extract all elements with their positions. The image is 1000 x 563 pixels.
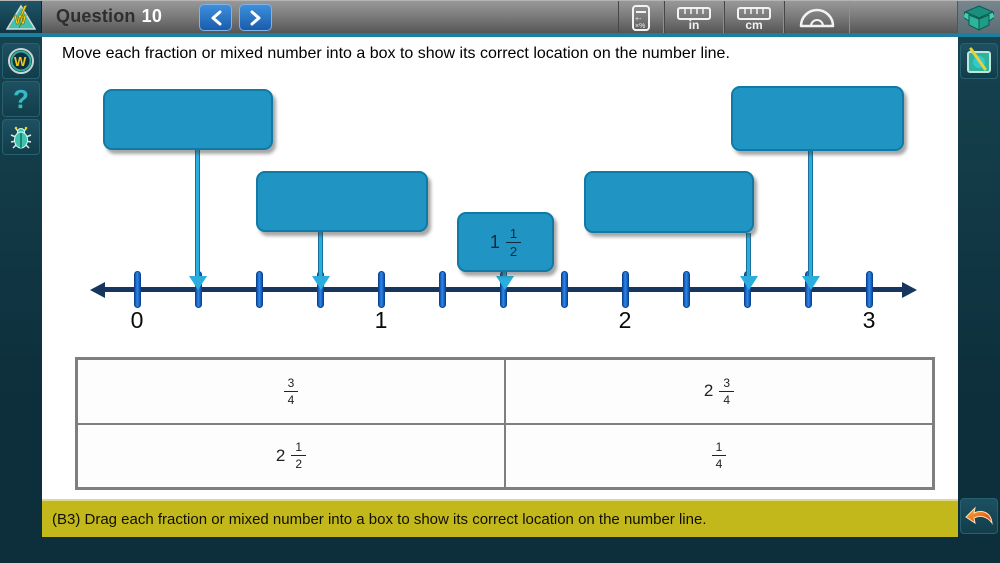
number-line-left-arrow <box>90 282 105 298</box>
previous-question-button[interactable] <box>199 4 232 31</box>
w-pyramid-logo-icon <box>6 4 36 32</box>
axis-label-0: 0 <box>130 307 144 333</box>
globe-home-button[interactable] <box>2 43 40 79</box>
chevron-right-icon <box>250 10 262 26</box>
fraction: $\frac{1}{2}$ <box>506 227 521 258</box>
tick-mark <box>378 271 385 308</box>
mixed-number-value: 1 $\frac{1}{2}$ <box>490 227 521 258</box>
fraction-tile-two-three-fourths[interactable] <box>505 359 933 424</box>
tools-toolbar <box>618 1 850 34</box>
pointer-arrow <box>312 276 330 290</box>
tick-mark <box>683 271 690 308</box>
svg-text:+-: +- <box>635 15 642 23</box>
calculator-button[interactable] <box>618 1 664 34</box>
next-question-button[interactable] <box>239 4 272 31</box>
axis-label-2: 2 <box>618 307 632 333</box>
pointer-stem <box>195 150 200 277</box>
question-canvas <box>42 37 958 499</box>
pointer-arrow <box>189 276 207 290</box>
fraction-value <box>712 441 727 470</box>
number-line-right-arrow <box>902 282 917 298</box>
chevron-left-icon <box>210 10 222 26</box>
drop-box-three-quarters[interactable] <box>256 171 428 232</box>
drop-box-two-three-quarters[interactable] <box>731 86 904 151</box>
axis-label-1: 1 <box>374 307 388 333</box>
left-sidebar <box>0 37 42 563</box>
fraction-value: 2 $\frac{3}{4}$ <box>704 377 734 406</box>
question-label: Question <box>56 6 136 26</box>
standard-banner <box>42 499 958 537</box>
fraction-tile-two-one-half[interactable] <box>77 424 505 489</box>
help-question-icon: ? <box>13 84 29 114</box>
bug-report-icon <box>7 123 35 151</box>
tick-mark <box>256 271 263 308</box>
toolbox-icon <box>964 5 994 31</box>
ruler-centimeters-button[interactable] <box>724 1 784 34</box>
svg-text:W: W <box>14 54 27 69</box>
right-sidebar <box>958 37 1000 563</box>
whiteboard-pencil-icon <box>965 47 993 75</box>
standard-text: (B3) Drag each fraction or mixed number into a box to show its correct location on the number line. <box>52 510 707 528</box>
undo-button[interactable] <box>960 498 998 534</box>
instruction-text: Move each fraction or mixed number into a box to show its correct location on the number line. <box>62 45 730 62</box>
fraction: $\frac{1}{2}$ <box>291 441 306 470</box>
fraction-tile-three-fourths[interactable] <box>77 359 505 424</box>
svg-text:×%: ×% <box>635 22 646 30</box>
drop-box-one-and-half-filled[interactable] <box>457 212 554 272</box>
pointer-stem <box>746 233 751 277</box>
fraction: $\frac{1}{4}$ <box>712 441 727 470</box>
app-logo-button[interactable] <box>0 1 42 34</box>
svg-text:W: W <box>13 11 26 27</box>
axis-label-3: 3 <box>862 307 876 333</box>
pointer-stem <box>808 151 813 277</box>
undo-arrow-icon <box>964 504 994 528</box>
question-number: 10 <box>141 6 163 26</box>
tick-mark <box>561 271 568 308</box>
ruler-cm-label: cm <box>745 17 763 32</box>
fraction-tile-one-fourth[interactable] <box>505 424 933 489</box>
drop-box-quarter[interactable] <box>103 89 273 150</box>
pointer-stem <box>318 232 323 277</box>
calculator-icon <box>631 5 651 31</box>
toolbox-button[interactable] <box>957 1 1000 34</box>
fraction-value <box>284 377 299 406</box>
protractor-button[interactable] <box>784 1 850 34</box>
bug-report-button[interactable] <box>2 119 40 155</box>
ruler-in-label: in <box>688 17 700 32</box>
globe-w-icon <box>7 47 35 75</box>
page-title <box>56 6 162 27</box>
tick-mark <box>134 271 141 308</box>
ruler-inches-button[interactable] <box>664 1 724 34</box>
answer-bank-table <box>75 357 935 490</box>
tick-mark <box>866 271 873 308</box>
number-line-stage <box>42 37 958 357</box>
pointer-arrow <box>740 276 758 290</box>
fraction: $\frac{3}{4}$ <box>284 377 299 406</box>
header-bar <box>0 0 1000 33</box>
tick-mark <box>439 271 446 308</box>
help-button[interactable] <box>2 81 40 117</box>
protractor-icon <box>797 7 837 29</box>
fraction: $\frac{3}{4}$ <box>719 377 734 406</box>
pointer-arrow <box>496 276 514 290</box>
drop-box-two-and-half[interactable] <box>584 171 754 233</box>
whiteboard-button[interactable] <box>960 43 998 79</box>
fraction-value: 2 $\frac{1}{2}$ <box>276 441 306 470</box>
pointer-arrow <box>802 276 820 290</box>
tick-mark <box>622 271 629 308</box>
